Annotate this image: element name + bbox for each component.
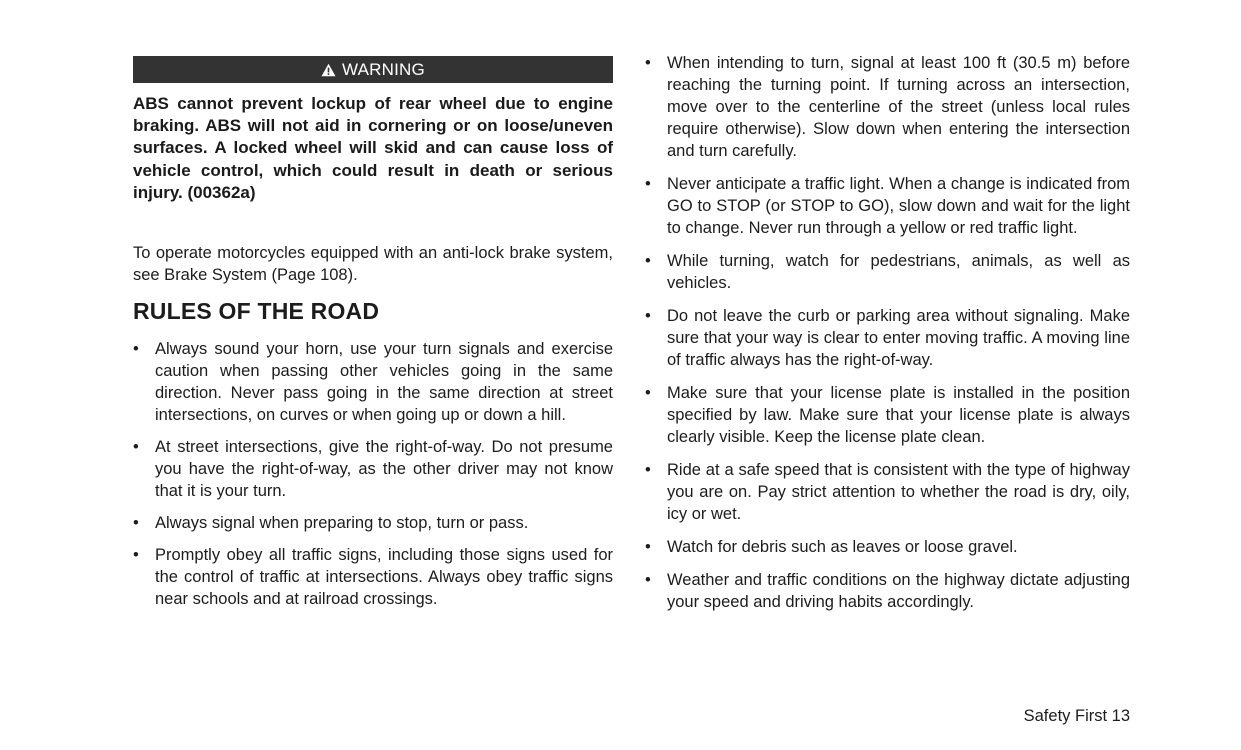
intro-paragraph: To operate motorcycles equipped with an anti-lock brake system, see Brake System (Page 108). [133, 244, 613, 285]
list-item-text: Weather and traffic conditions on the highway dictate adjusting your speed and driving habits accordingly. [667, 571, 1130, 611]
warning-triangle-icon [321, 58, 336, 85]
list-item-text: Always sound your horn, use your turn signals and exercise caution when passing other vehicles going in the same direction. Never pass going in the same direction at street intersections, on curves or when going up or down a hill. [155, 340, 613, 425]
list-item [645, 459, 1130, 525]
list-item [645, 173, 1130, 239]
bullet-icon: • [645, 54, 651, 72]
bullet-icon: • [645, 461, 651, 479]
warning-banner [133, 56, 613, 83]
list-item-text: At street intersections, give the right-of-way. Do not presume you have the right-of-way, as the other driver may not know that it is your turn. [155, 438, 613, 501]
list-item-text: When intending to turn, signal at least 100 ft (30.5 m) before reaching the turning point. If turning across an intersection, move over to the centerline of the street (unless local rules require otherwise). Slow down when entering the intersection and turn carefully. [667, 54, 1130, 160]
list-item-text: Promptly obey all traffic signs, including those signs used for the control of traffic at intersections. Always obey traffic signs near schools and at railroad crossings. [155, 546, 613, 609]
bullet-icon: • [133, 514, 139, 533]
bullet-icon: • [133, 438, 139, 457]
list-item [133, 338, 613, 426]
list-item-text: Do not leave the curb or parking area without signaling. Make sure that your way is clear to enter moving traffic. A moving line of traffic always has the right-of-way. [667, 307, 1130, 369]
bullet-icon: • [645, 571, 651, 589]
list-item-text: Ride at a safe speed that is consistent with the type of highway you are on. Pay strict attention to whether the road is dry, oily, icy or wet. [667, 461, 1130, 523]
list-item-text: Make sure that your license plate is installed in the position specified by law. Make sure that your license plate is always clearly visible. Keep the license plate clean. [667, 384, 1130, 446]
bullet-icon: • [133, 340, 139, 359]
right-bullet-list [645, 52, 1130, 613]
list-item [133, 512, 613, 534]
left-bullet-list [133, 338, 613, 610]
warning-message: ABS cannot prevent lockup of rear wheel due to engine braking. ABS will not aid in cornering or on loose/uneven surfaces. A locked wheel will skid and can cause loss of vehicle control, which could result in death or serious injury. (00362a) [133, 94, 613, 202]
list-item [645, 536, 1130, 558]
warning-label: WARNING [342, 60, 425, 79]
left-column [133, 56, 613, 620]
list-item [645, 382, 1130, 448]
list-item-text: Never anticipate a traffic light. When a change is indicated from GO to STOP (or STOP to GO), slow down and wait for the light to change. Never run through a yellow or red traffic light. [667, 175, 1130, 237]
bullet-icon: • [645, 175, 651, 193]
list-item [133, 544, 613, 610]
list-item [645, 569, 1130, 613]
bullet-icon: • [133, 546, 139, 565]
bullet-icon: • [645, 252, 651, 270]
list-item [645, 52, 1130, 162]
list-item [133, 436, 613, 502]
bullet-icon: • [645, 538, 651, 556]
list-item-text: Watch for debris such as leaves or loose gravel. [667, 538, 1018, 556]
list-item-text: While turning, watch for pedestrians, animals, as well as vehicles. [667, 252, 1130, 292]
right-column [645, 52, 1130, 624]
page-footer: Safety First 13 [1023, 707, 1130, 725]
list-item [645, 250, 1130, 294]
bullet-icon: • [645, 307, 651, 325]
section-heading: RULES OF THE ROAD [133, 298, 380, 325]
bullet-icon: • [645, 384, 651, 402]
list-item-text: Always signal when preparing to stop, turn or pass. [155, 514, 529, 533]
list-item [645, 305, 1130, 371]
